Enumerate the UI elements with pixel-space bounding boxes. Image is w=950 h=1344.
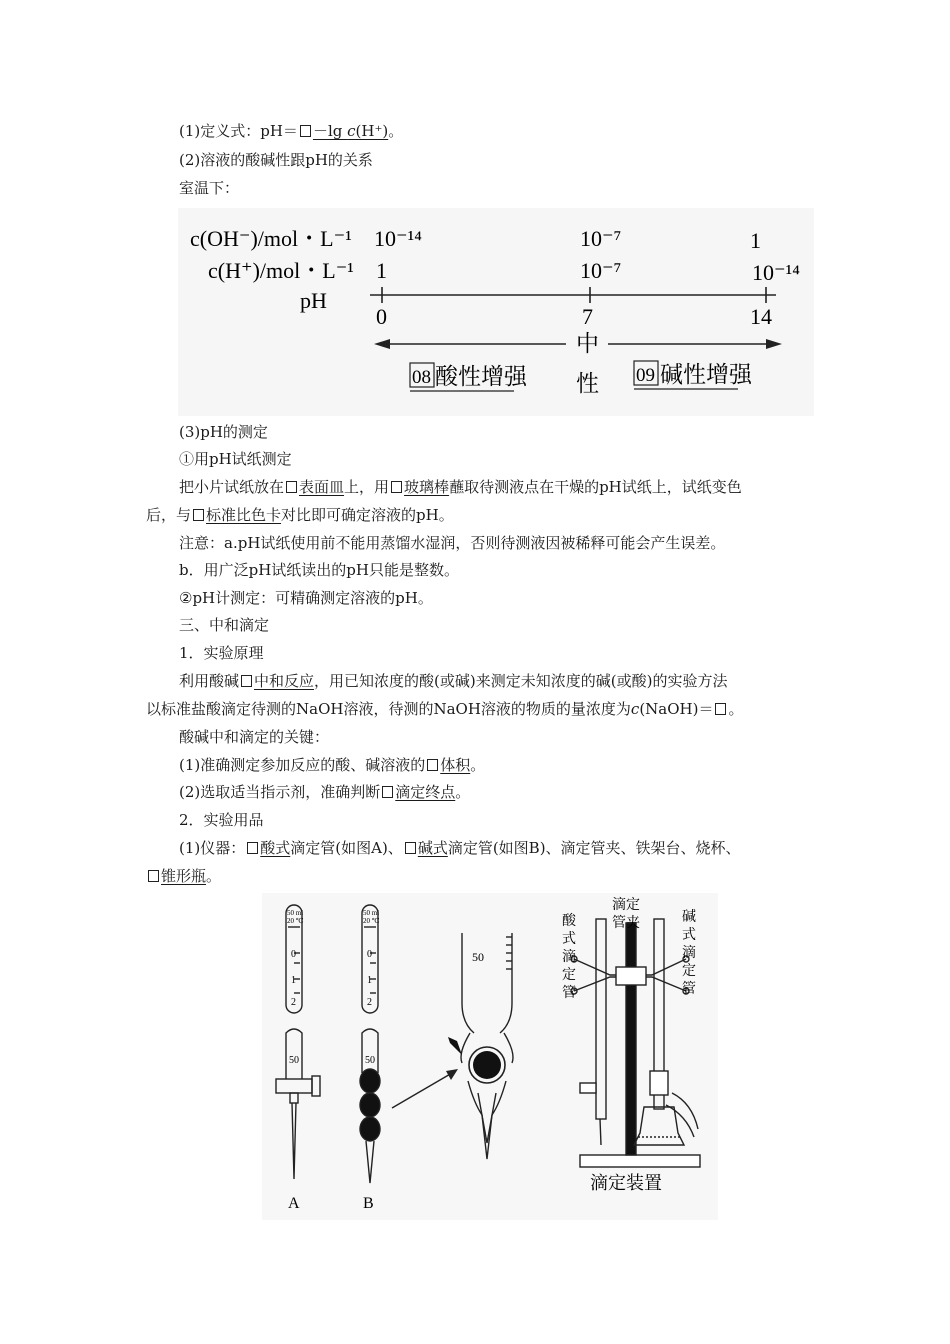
- a-tick-0: 0: [291, 949, 296, 960]
- neutral-char-2: 性: [576, 371, 599, 397]
- base-burette-c3: 滴: [682, 945, 696, 961]
- answer-blank: －lg c(H⁺): [298, 122, 388, 140]
- line-key-2: (2)选取适当指示剂，准确判断 滴定终点。: [179, 783, 471, 801]
- b-tick-50: 50: [365, 1055, 375, 1066]
- box-icon: [247, 842, 258, 854]
- answer-blank: 锥形瓶: [146, 867, 206, 885]
- line-principle-cont: 以标准盐酸滴定待测的NaOH溶液，待测的NaOH溶液的物质的量浓度为c(NaOH)＝ 。: [146, 700, 744, 718]
- b-temperature: 20 ℃: [363, 917, 380, 925]
- acid-burette-c1: 酸: [562, 913, 576, 929]
- b-tick-2: 2: [367, 997, 372, 1008]
- answer-blank: 玻璃棒: [389, 478, 449, 496]
- a-capacity: 50 ml: [287, 909, 304, 917]
- b-tick-0: 0: [367, 949, 372, 960]
- answer-blank: 体积: [425, 756, 470, 774]
- box-icon: [391, 481, 402, 493]
- clamp-label-1: 滴定: [612, 897, 640, 913]
- a-temperature: 20 ℃: [287, 917, 304, 925]
- box-icon: [427, 759, 438, 771]
- line-instruments: (1)仪器： 酸式滴定管(如图A)、 碱式滴定管(如图B)、滴定管夹、铁架台、烧杯、: [179, 839, 741, 857]
- box-icon: [382, 786, 393, 798]
- oh-value-0: 10⁻¹⁴: [374, 226, 422, 251]
- line-ph-measure: (3)pH的测定: [179, 423, 268, 441]
- b-tick-1: 1: [367, 975, 372, 986]
- neutral-char-1: 中: [576, 331, 599, 357]
- label-b: B: [363, 1195, 374, 1212]
- line-principle: 利用酸碱 中和反应，用已知浓度的酸(或碱)来测定未知浓度的碱(或酸)的实验方法: [179, 672, 728, 690]
- oh-value-14: 1: [750, 228, 761, 253]
- a-tick-50: 50: [289, 1055, 299, 1066]
- ph-value-0: 0: [376, 304, 387, 329]
- line-instruments-cont: 锥形瓶。: [146, 866, 221, 886]
- acid-burette-c3: 滴: [562, 949, 576, 965]
- section-heading: 三、中和滴定: [179, 616, 270, 634]
- acid-burette-c5: 管: [562, 985, 576, 1001]
- acid-burette-c4: 定: [562, 967, 576, 983]
- subsection-principle: 1．实验原理: [179, 644, 264, 662]
- text: (1)定义式：pH＝: [179, 122, 298, 140]
- line-room-temp: 室温下：: [179, 179, 240, 197]
- acid-burette-c2: 式: [562, 931, 576, 947]
- answer-blank: 滴定终点: [380, 783, 455, 801]
- zoom-tick-50: 50: [472, 950, 484, 964]
- label-a: A: [288, 1195, 300, 1212]
- h-value-14: 10⁻¹⁴: [752, 260, 800, 285]
- line-definition: (1)定义式：pH＝ －lg c(H⁺)。: [179, 122, 404, 140]
- ph-value-7: 7: [582, 304, 593, 329]
- ph-diagram: [178, 208, 814, 416]
- subsection-supplies: 2．实验用品: [179, 811, 264, 829]
- line-paper-method: 把小片试纸放在 表面皿上，用 玻璃棒蘸取待测液点在干燥的pH试纸上，试纸变色: [179, 478, 742, 496]
- line-relation: (2)溶液的酸碱性跟pH的关系: [179, 151, 373, 169]
- box-icon: [148, 870, 159, 882]
- box-icon: [241, 675, 252, 687]
- oh-value-7: 10⁻⁷: [580, 226, 622, 251]
- apparatus-figure: [262, 893, 718, 1220]
- acid-text: 酸性增强: [435, 364, 527, 390]
- base-text: 碱性增强: [660, 362, 752, 388]
- box-icon: [286, 481, 297, 493]
- answer-blank: 中和反应: [239, 672, 314, 690]
- base-burette-c2: 式: [682, 927, 696, 943]
- h-label: c(H⁺)/mol・L⁻¹: [208, 258, 354, 283]
- answer-blank: 标准比色卡: [191, 506, 281, 524]
- box-icon: [715, 703, 726, 715]
- a-tick-2: 2: [291, 997, 296, 1008]
- h-value-7: 10⁻⁷: [580, 258, 622, 283]
- answer-blank: [713, 700, 728, 718]
- ph-value-14: 14: [750, 304, 772, 329]
- box-icon: [405, 842, 416, 854]
- box-icon: [193, 509, 204, 521]
- answer-blank: 酸式: [245, 839, 290, 857]
- line-key: 酸碱中和滴定的关键：: [179, 728, 330, 746]
- answer-blank: 碱式: [403, 839, 448, 857]
- clamp-label-2: 管夹: [612, 915, 640, 931]
- line-note-b: b．用广泛pH试纸读出的pH只能是整数。: [179, 561, 459, 579]
- line-key-1: (1)准确测定参加反应的酸、碱溶液的 体积。: [179, 756, 486, 774]
- acid-number: 08: [412, 367, 431, 388]
- base-burette-c5: 管: [682, 981, 696, 997]
- line-ph-meter: ②pH计测定：可精确测定溶液的pH。: [179, 589, 433, 607]
- base-burette-c1: 碱: [682, 909, 696, 925]
- answer-blank: 表面皿: [284, 478, 344, 496]
- a-tick-1: 1: [291, 975, 296, 986]
- base-burette-c4: 定: [682, 963, 696, 979]
- line-ph-paper: ①用pH试纸测定: [179, 450, 292, 468]
- ph-label: pH: [300, 288, 327, 313]
- h-value-0: 1: [376, 258, 387, 283]
- box-icon: [300, 125, 311, 137]
- line-note-a: 注意：a.pH试纸使用前不能用蒸馏水湿润，否则待测液因被稀释可能会产生误差。: [179, 534, 726, 552]
- line-paper-method-cont: 后，与 标准比色卡对比即可确定溶液的pH。: [146, 506, 454, 524]
- glass-bead: [473, 1051, 501, 1079]
- b-capacity: 50 ml: [363, 909, 380, 917]
- base-number: 09: [636, 365, 655, 386]
- oh-label: c(OH⁻)/mol・L⁻¹: [190, 226, 352, 251]
- apparatus-caption: 滴定装置: [590, 1173, 662, 1194]
